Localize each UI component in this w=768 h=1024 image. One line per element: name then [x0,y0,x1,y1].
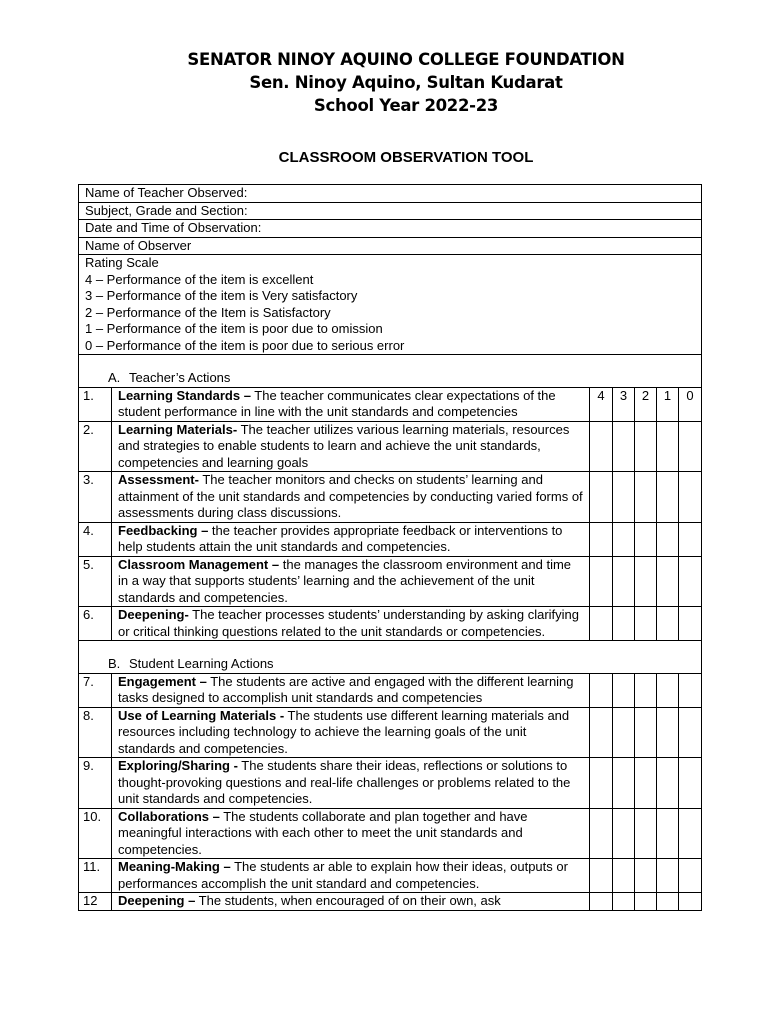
rating-cell[interactable] [635,421,657,472]
item-term: Deepening – [118,893,196,908]
rating-scale [79,255,702,355]
item-number: 6. [79,607,112,641]
rating-cell[interactable] [635,607,657,641]
rating-cell[interactable] [635,893,657,911]
school-location: Sen. Ninoy Aquino, Sultan Kudarat [249,73,563,92]
document-header [0,48,768,117]
rating-cell[interactable] [613,673,635,707]
item-number: 9. [79,758,112,809]
item-term: Exploring/Sharing - [118,758,238,773]
item-description [112,556,590,607]
rating-cell[interactable] [679,472,702,523]
school-year: School Year 2022-23 [313,96,499,115]
item-text: The teacher monitors and checks on students’ learning and attainment of the unit standards and competencies by conducting varied forms of assessments during class discussions. [118,472,583,520]
item-term: Use of Learning Materials - [118,707,285,723]
criteria-row [79,607,702,641]
criteria-row [79,758,702,809]
school-name: SENATOR NINOY AQUINO COLLEGE FOUNDATION [187,50,625,69]
item-term: Collaborations – [118,808,220,824]
rating-cell[interactable] [635,556,657,607]
rating-cell[interactable] [613,421,635,472]
item-term: Assessment- [118,472,199,487]
item-number: 12 [79,893,112,911]
rating-cell[interactable] [613,522,635,556]
rating-cell[interactable] [590,472,613,523]
rating-scale-row [79,255,702,355]
item-text: The teacher utilizes various learning materials, resources and strategies to enable students to learn and achieve the unit standards, competencies and learning goals [118,421,570,470]
rating-cell[interactable] [657,522,679,556]
item-term: Learning Standards – [118,387,251,403]
rating-cell[interactable] [635,808,657,859]
info-row [79,237,702,255]
item-text: the teacher provides appropriate feedback or interventions to help students attain the unit standards and competencies. [118,522,563,554]
item-number: 7. [79,673,112,707]
item-number: 1. [79,387,112,421]
rating-cell[interactable] [657,472,679,523]
rating-cell[interactable] [679,707,702,758]
rating-cell[interactable] [613,556,635,607]
rating-cell[interactable] [657,556,679,607]
rating-scale-title: Rating Scale [85,255,159,270]
rating-cell[interactable] [679,808,702,859]
item-number: 4. [79,522,112,556]
item-term: Meaning-Making – [118,859,231,874]
rating-cell[interactable] [590,556,613,607]
rating-cell[interactable] [635,859,657,893]
item-text: The students ar able to explain how their ideas, outputs or performances accomplish the unit standard and competencies. [118,859,568,891]
rating-cell[interactable] [635,707,657,758]
section-letter: A. [108,370,121,385]
item-text: The students collaborate and plan together and have meaningful interactions with each other to meet the unit standards and competencies. [118,808,528,857]
rating-scale-item: 3 – Performance of the item is Very satisfactory [85,288,358,303]
item-term: Deepening- [118,607,189,622]
criteria-row [79,808,702,859]
rating-header-2[interactable]: 2 [635,387,657,421]
rating-cell[interactable] [657,707,679,758]
item-term: Engagement – [118,673,207,689]
rating-cell[interactable] [590,673,613,707]
item-description [112,707,590,758]
item-description [112,421,590,472]
item-number: 5. [79,556,112,607]
rating-scale-item: 4 – Performance of the item is excellent [85,271,314,287]
info-field[interactable]: Name of Teacher Observed: [79,185,702,203]
section-label: Student Learning Actions [129,656,274,671]
item-number: 10. [79,808,112,859]
section-title [79,355,702,388]
rating-cell[interactable] [679,893,702,911]
rating-cell[interactable] [635,758,657,809]
criteria-row [79,893,702,911]
info-row [79,185,702,203]
rating-cell[interactable] [679,607,702,641]
item-description [112,607,590,641]
criteria-row [79,707,702,758]
rating-cell[interactable] [635,472,657,523]
rating-cell[interactable] [590,707,613,758]
criteria-row [79,556,702,607]
item-description [112,859,590,893]
rating-cell[interactable] [590,893,613,911]
rating-cell[interactable] [590,808,613,859]
rating-cell[interactable] [590,859,613,893]
rating-cell[interactable] [590,607,613,641]
rating-header-4[interactable]: 4 [590,387,613,421]
item-term: Classroom Management – [118,556,280,572]
criteria-row [79,421,702,472]
rating-cell[interactable] [657,808,679,859]
rating-cell[interactable] [613,707,635,758]
item-text: The students, when encouraged of on their own, ask [195,893,501,908]
section-letter: B. [108,656,121,671]
section-title [79,641,702,674]
rating-cell[interactable] [590,522,613,556]
item-text: the manages the classroom environment and time in a way that supports students’ learning and the achievement of the unit standards and competencies. [118,556,572,605]
rating-cell[interactable] [679,421,702,472]
rating-cell[interactable] [590,421,613,472]
item-text: The students use different learning materials and resources including technology to achieve the learning goals of the unit standards and competencies. [118,707,570,756]
criteria-row [79,472,702,523]
item-number: 8. [79,707,112,758]
item-text: The students are active and engaged with the different learning tasks designed to accomplish unit standards and competencies [118,673,574,705]
item-description [112,893,590,911]
criteria-row [79,673,702,707]
rating-header-3[interactable]: 3 [613,387,635,421]
rating-cell[interactable] [657,673,679,707]
item-description [112,758,590,809]
rating-cell[interactable] [590,758,613,809]
item-description [112,673,590,707]
rating-scale-item: 0 – Performance of the item is poor due to serious error [85,337,405,353]
rating-cell[interactable] [613,893,635,911]
rating-header-0[interactable]: 0 [679,387,702,421]
rating-cell[interactable] [613,859,635,893]
rating-cell[interactable] [635,522,657,556]
item-description [112,808,590,859]
criteria-row [79,387,702,421]
tool-title: CLASSROOM OBSERVATION TOOL [278,149,534,166]
item-term: Feedbacking – [118,522,209,538]
section-header-row [79,641,702,674]
rating-header-1[interactable]: 1 [657,387,679,421]
rating-cell[interactable] [613,758,635,809]
rating-cell[interactable] [679,859,702,893]
item-text: The teacher processes students’ understanding by asking clarifying or critical thinking questions related to the unit standards or competencies. [118,607,580,639]
criteria-row [79,859,702,893]
info-row [79,220,702,238]
rating-cell[interactable] [657,758,679,809]
rating-cell[interactable] [613,607,635,641]
rating-cell[interactable] [657,421,679,472]
section-label: Teacher’s Actions [129,370,231,385]
rating-cell[interactable] [679,522,702,556]
info-row [79,202,702,220]
rating-cell[interactable] [635,673,657,707]
observation-form [78,184,702,911]
item-description [112,522,590,556]
item-number: 11. [79,859,112,893]
rating-scale-item: 1 – Performance of the item is poor due to omission [85,321,383,336]
item-number: 3. [79,472,112,523]
item-description [112,472,590,523]
rating-cell[interactable] [657,893,679,911]
rating-cell[interactable] [613,808,635,859]
item-description [112,387,590,421]
item-number: 2. [79,421,112,472]
info-field[interactable]: Name of Observer [79,237,702,255]
criteria-row [79,522,702,556]
rating-cell[interactable] [679,673,702,707]
rating-cell[interactable] [613,472,635,523]
info-field[interactable]: Subject, Grade and Section: [79,202,702,220]
info-field[interactable]: Date and Time of Observation: [79,220,702,238]
section-header-row [79,355,702,388]
rating-cell[interactable] [679,758,702,809]
rating-cell[interactable] [657,859,679,893]
item-term: Learning Materials- [118,421,238,437]
rating-cell[interactable] [657,607,679,641]
item-text: The teacher communicates clear expectations of the student performance in line with the unit standards and competencies [118,387,556,419]
rating-cell[interactable] [679,556,702,607]
rating-scale-item: 2 – Performance of the Item is Satisfactory [85,304,331,320]
item-text: The students share their ideas, reflections or solutions to thought-provoking questions and real-life challenges or problems related to the unit standards and competencies. [118,758,571,806]
